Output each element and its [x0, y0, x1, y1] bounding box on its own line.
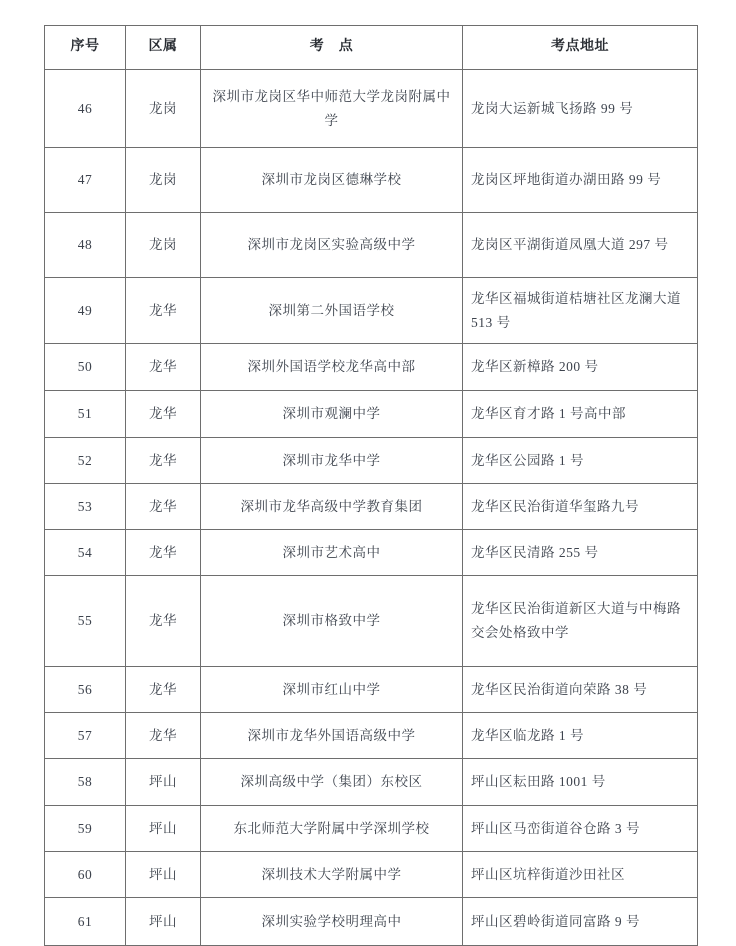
exam-site-address-cell: 龙岗区坪地街道办湖田路 99 号 — [463, 148, 698, 213]
table-row — [45, 438, 698, 484]
district-cell: 龙岗 — [126, 148, 201, 213]
exam-site-cell: 深圳技术大学附属中学 — [201, 852, 463, 898]
row-number-cell: 57 — [45, 713, 126, 759]
exam-site-cell: 深圳市龙岗区德琳学校 — [201, 148, 463, 213]
row-number-cell: 49 — [45, 278, 126, 344]
table-row — [45, 806, 698, 852]
exam-site-cell: 深圳市艺术高中 — [201, 530, 463, 576]
table-row — [45, 576, 698, 667]
exam-site-address-cell: 龙华区民清路 255 号 — [463, 530, 698, 576]
exam-site-address-cell: 坪山区碧岭街道同富路 9 号 — [463, 898, 698, 946]
district-cell: 龙华 — [126, 713, 201, 759]
district-cell: 坪山 — [126, 806, 201, 852]
table-row — [45, 278, 698, 344]
row-number-cell: 58 — [45, 759, 126, 806]
table-row — [45, 713, 698, 759]
exam-site-address-cell: 龙华区新樟路 200 号 — [463, 344, 698, 391]
table-body — [45, 70, 698, 946]
exam-site-address-cell: 坪山区坑梓街道沙田社区 — [463, 852, 698, 898]
exam-site-cell: 深圳第二外国语学校 — [201, 278, 463, 344]
row-number-cell: 54 — [45, 530, 126, 576]
table-row — [45, 898, 698, 946]
table-row — [45, 148, 698, 213]
exam-site-cell: 深圳市龙华中学 — [201, 438, 463, 484]
exam-site-address-cell: 龙华区福城街道桔塘社区龙澜大道 513 号 — [463, 278, 698, 344]
exam-site-cell: 深圳市红山中学 — [201, 667, 463, 713]
column-header-site: 考 点 — [201, 26, 463, 70]
table-row — [45, 391, 698, 438]
row-number-cell: 60 — [45, 852, 126, 898]
exam-site-address-cell: 坪山区马峦街道谷仓路 3 号 — [463, 806, 698, 852]
table-row — [45, 344, 698, 391]
exam-site-cell: 深圳实验学校明理高中 — [201, 898, 463, 946]
exam-site-address-cell: 龙岗区平湖街道凤凰大道 297 号 — [463, 213, 698, 278]
district-cell: 龙华 — [126, 530, 201, 576]
district-cell: 坪山 — [126, 898, 201, 946]
column-header-district: 区属 — [126, 26, 201, 70]
table-row — [45, 530, 698, 576]
row-number-cell: 46 — [45, 70, 126, 148]
exam-site-cell: 深圳市龙岗区实验高级中学 — [201, 213, 463, 278]
row-number-cell: 50 — [45, 344, 126, 391]
exam-site-address-cell: 龙岗大运新城飞扬路 99 号 — [463, 70, 698, 148]
exam-site-cell: 深圳外国语学校龙华高中部 — [201, 344, 463, 391]
exam-site-address-cell: 龙华区育才路 1 号高中部 — [463, 391, 698, 438]
exam-site-cell: 深圳市观澜中学 — [201, 391, 463, 438]
exam-site-address-cell: 龙华区民治街道向荣路 38 号 — [463, 667, 698, 713]
exam-site-cell: 深圳市龙华高级中学教育集团 — [201, 484, 463, 530]
exam-site-address-cell: 龙华区民治街道新区大道与中梅路交会处格致中学 — [463, 576, 698, 667]
exam-site-address-cell: 龙华区临龙路 1 号 — [463, 713, 698, 759]
district-cell: 龙华 — [126, 391, 201, 438]
column-header-number: 序号 — [45, 26, 126, 70]
district-cell: 坪山 — [126, 759, 201, 806]
table-row — [45, 213, 698, 278]
exam-site-address-cell: 龙华区民治街道华玺路九号 — [463, 484, 698, 530]
exam-site-cell: 深圳市龙岗区华中师范大学龙岗附属中学 — [201, 70, 463, 148]
exam-sites-table — [44, 25, 698, 946]
row-number-cell: 53 — [45, 484, 126, 530]
district-cell: 龙岗 — [126, 213, 201, 278]
district-cell: 坪山 — [126, 852, 201, 898]
district-cell: 龙华 — [126, 344, 201, 391]
row-number-cell: 56 — [45, 667, 126, 713]
row-number-cell: 61 — [45, 898, 126, 946]
row-number-cell: 47 — [45, 148, 126, 213]
table-row — [45, 484, 698, 530]
district-cell: 龙华 — [126, 278, 201, 344]
exam-site-cell: 深圳市格致中学 — [201, 576, 463, 667]
exam-site-cell: 深圳高级中学（集团）东校区 — [201, 759, 463, 806]
district-cell: 龙岗 — [126, 70, 201, 148]
table-row — [45, 70, 698, 148]
row-number-cell: 52 — [45, 438, 126, 484]
district-cell: 龙华 — [126, 576, 201, 667]
exam-site-address-cell: 坪山区耘田路 1001 号 — [463, 759, 698, 806]
district-cell: 龙华 — [126, 667, 201, 713]
table-header — [45, 26, 698, 70]
district-cell: 龙华 — [126, 438, 201, 484]
exam-site-address-cell: 龙华区公园路 1 号 — [463, 438, 698, 484]
row-number-cell: 51 — [45, 391, 126, 438]
exam-site-cell: 深圳市龙华外国语高级中学 — [201, 713, 463, 759]
row-number-cell: 55 — [45, 576, 126, 667]
row-number-cell: 48 — [45, 213, 126, 278]
table-row — [45, 852, 698, 898]
column-header-address: 考点地址 — [463, 26, 698, 70]
table-row — [45, 667, 698, 713]
district-cell: 龙华 — [126, 484, 201, 530]
exam-site-cell: 东北师范大学附属中学深圳学校 — [201, 806, 463, 852]
table-row — [45, 759, 698, 806]
row-number-cell: 59 — [45, 806, 126, 852]
header-row — [45, 26, 698, 70]
